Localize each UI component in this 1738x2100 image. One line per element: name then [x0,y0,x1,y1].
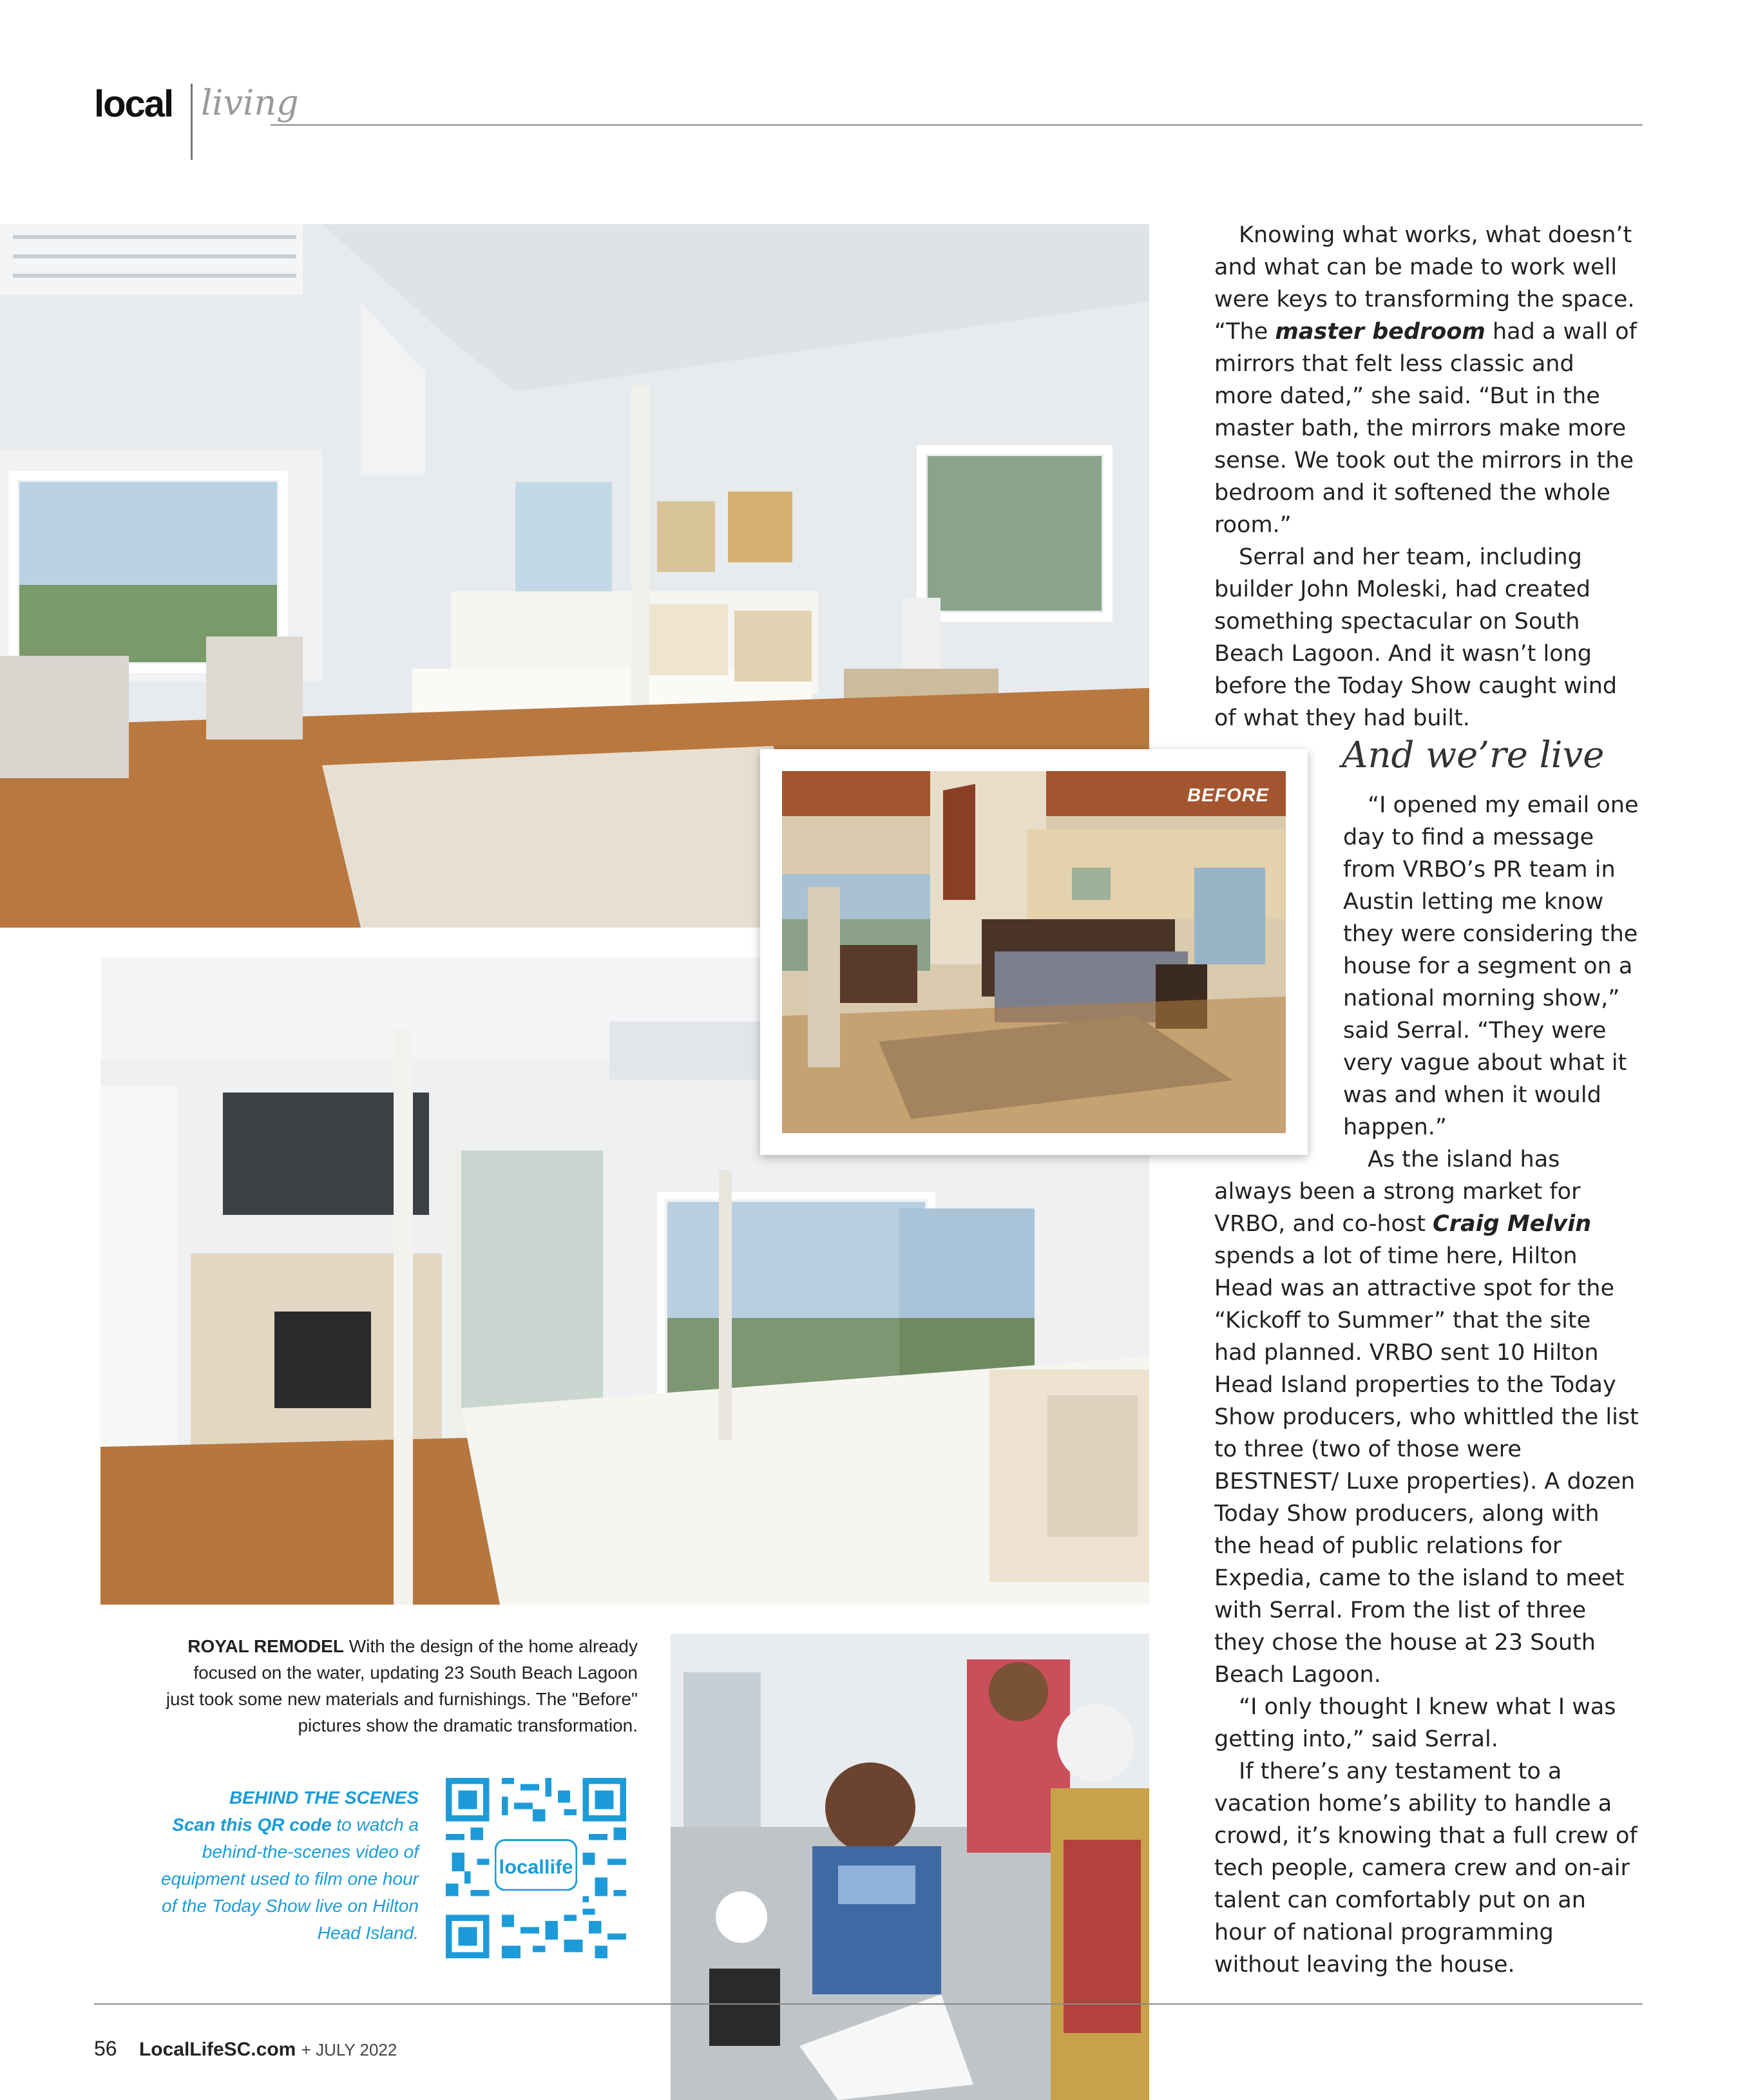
brand-logo: local [94,83,173,125]
photo-caption: ROYAL REMODEL With the design of the home already focused on the water, updating 23 South Beach Lagoon just took some new materials and furnishings. The "Before" pictures show the dramatic transformation. [166,1636,638,1735]
header-divider [191,84,193,160]
page-number: 56 [94,2037,117,2060]
article-column-upper [1214,219,1639,734]
emphasis-craig-melvin: Craig Melvin [1433,1211,1592,1237]
paragraph: If there’s any testament to a vacation home’s ability to handle a crowd, it’s knowing that a full crew of tech people, camera crew and on-air talent can comfortably put on an hour of national programming without leaving the house. [1214,1759,1638,1978]
header-rule [271,124,1643,126]
photo-before [782,771,1286,1133]
qr-logo: locallife [499,1855,573,1878]
behind-scenes-title: BEHIND THE SCENES [229,1788,419,1808]
before-label: BEFORE [1187,785,1269,806]
paragraph: always been a strong market for VRBO, and co-host Craig Melvin spends a lot of time here, Hilton Head was an attractive spot for the “Kickoff to Summer” that the site had planned. VRBO sent 10 Hilton Head Island properties to the Today Show producers, who whittled the list to three (two of those were BESTNEST/ Luxe properties). A dozen Today Show producers, along with the head of public relations for Expedia, came to the island to meet with Serral. From the list of three they chose the house at 23 South Beach Lagoon. [1214,1179,1639,1688]
qr-code[interactable] [446,1778,626,1958]
article-column-narrow [1343,789,1639,1176]
footer [94,2037,397,2061]
article-column-lower [1214,1176,1639,1981]
emphasis-master-bedroom: master bedroom [1275,319,1485,345]
footer-rule [94,2003,1643,2005]
issue-date: + JULY 2022 [301,2040,397,2059]
paragraph: Serral and her team, including builder John Moleski, had created something spectacular on South Beach Lagoon. And it wasn’t long before the Today Show caught wind of what they had built. [1214,544,1618,731]
photo-behind-the-scenes [671,1634,1149,2100]
paragraph: “I only thought I knew what I was getting into,” said Serral. [1214,1694,1616,1752]
paragraph: Knowing what works, what doesn’t and what can be made to work well were keys to transforming the space. “The master bedroom had a wall of mirrors that felt less classic and more dated,” she said. “But in the master bath, the mirrors make more sense. We took out the mirrors in the bedroom and it softened the whole room.” [1214,222,1637,538]
behind-scenes-cta: Scan this QR code [172,1815,332,1835]
subhead-and-were-live: And we’re live [1342,734,1605,776]
paragraph-lead: As the island has [1368,1147,1560,1172]
paragraph: “I opened my email one day to find a message from VRBO’s PR team in Austin letting me know they were considering the house for a segment on a national morning show,” said Serral. “They were very vague about what it was and when it would happen.” [1343,792,1639,1140]
caption-lead: ROYAL REMODEL [187,1636,344,1656]
section-title: living [201,82,299,123]
behind-scenes-callout: BEHIND THE SCENES Scan this QR code to watch a behind-the-scenes video of equipment used to film one hour of the Today Show live on Hilton Head Island. [155,1784,419,1947]
site-url[interactable]: LocalLifeSC.com [138,2039,296,2060]
before-inset [760,749,1308,1155]
